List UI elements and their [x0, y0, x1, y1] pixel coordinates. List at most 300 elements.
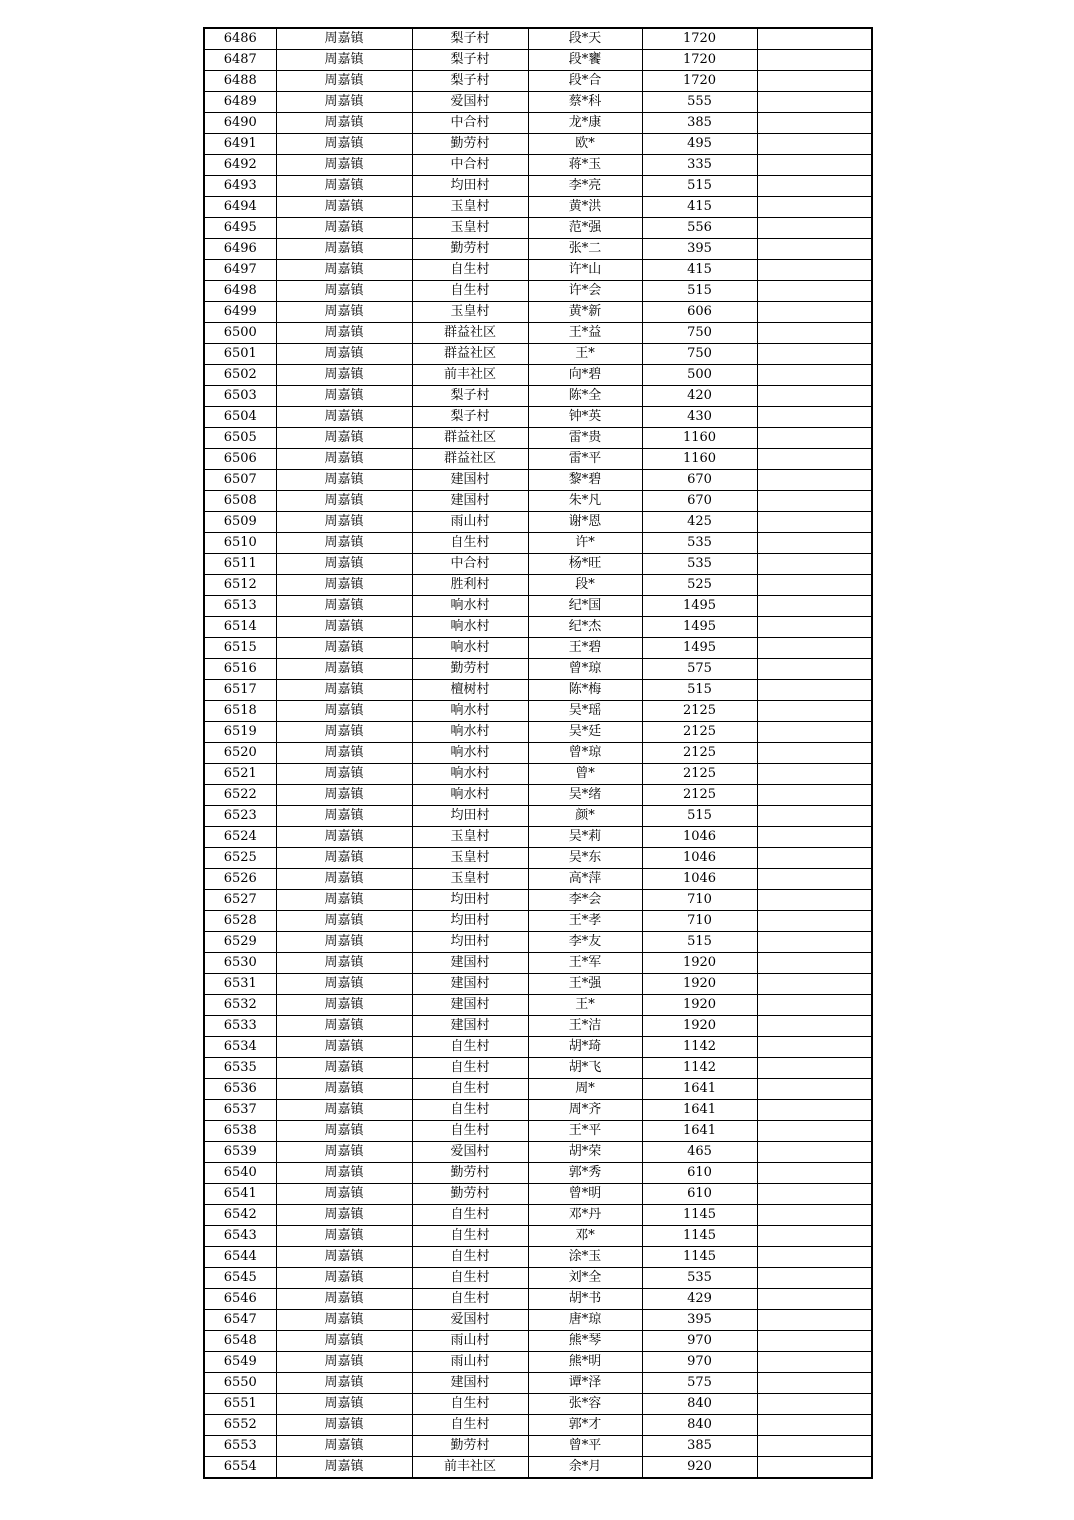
- amount-cell: 840: [642, 1415, 757, 1436]
- name-cell: 邓*: [528, 1226, 642, 1247]
- name-cell: 陈*全: [528, 386, 642, 407]
- amount-cell: 555: [642, 92, 757, 113]
- row-number-cell: 6532: [204, 995, 276, 1016]
- town-cell: 周嘉镇: [276, 323, 412, 344]
- town-cell: 周嘉镇: [276, 1457, 412, 1479]
- table-row: [204, 470, 872, 491]
- name-cell: 王*洁: [528, 1016, 642, 1037]
- note-cell: [757, 176, 872, 197]
- name-cell: 许*山: [528, 260, 642, 281]
- amount-cell: 1142: [642, 1058, 757, 1079]
- name-cell: 李*会: [528, 890, 642, 911]
- village-cell: 玉皇村: [412, 218, 528, 239]
- row-number-cell: 6533: [204, 1016, 276, 1037]
- town-cell: 周嘉镇: [276, 701, 412, 722]
- table-row: [204, 1037, 872, 1058]
- table-row: [204, 1415, 872, 1436]
- name-cell: 雷*贵: [528, 428, 642, 449]
- note-cell: [757, 1310, 872, 1331]
- row-number-cell: 6491: [204, 134, 276, 155]
- town-cell: 周嘉镇: [276, 365, 412, 386]
- name-cell: 王*强: [528, 974, 642, 995]
- row-number-cell: 6528: [204, 911, 276, 932]
- village-cell: 自生村: [412, 1226, 528, 1247]
- village-cell: 均田村: [412, 890, 528, 911]
- note-cell: [757, 365, 872, 386]
- town-cell: 周嘉镇: [276, 974, 412, 995]
- village-cell: 均田村: [412, 806, 528, 827]
- note-cell: [757, 218, 872, 239]
- amount-cell: 1160: [642, 428, 757, 449]
- table-row: [204, 1331, 872, 1352]
- town-cell: 周嘉镇: [276, 92, 412, 113]
- name-cell: 胡*书: [528, 1289, 642, 1310]
- village-cell: 自生村: [412, 1205, 528, 1226]
- row-number-cell: 6496: [204, 239, 276, 260]
- row-number-cell: 6537: [204, 1100, 276, 1121]
- note-cell: [757, 1352, 872, 1373]
- note-cell: [757, 1058, 872, 1079]
- amount-cell: 920: [642, 1457, 757, 1479]
- row-number-cell: 6551: [204, 1394, 276, 1415]
- table-row: [204, 386, 872, 407]
- amount-cell: 1495: [642, 596, 757, 617]
- village-cell: 群益社区: [412, 344, 528, 365]
- note-cell: [757, 1037, 872, 1058]
- amount-cell: 1920: [642, 995, 757, 1016]
- note-cell: [757, 28, 872, 50]
- row-number-cell: 6554: [204, 1457, 276, 1479]
- note-cell: [757, 701, 872, 722]
- amount-cell: 395: [642, 1310, 757, 1331]
- name-cell: 王*平: [528, 1121, 642, 1142]
- note-cell: [757, 323, 872, 344]
- amount-cell: 385: [642, 1436, 757, 1457]
- note-cell: [757, 1079, 872, 1100]
- note-cell: [757, 932, 872, 953]
- note-cell: [757, 344, 872, 365]
- note-cell: [757, 491, 872, 512]
- row-number-cell: 6550: [204, 1373, 276, 1394]
- name-cell: 曾*平: [528, 1436, 642, 1457]
- village-cell: 梨子村: [412, 386, 528, 407]
- village-cell: 自生村: [412, 281, 528, 302]
- note-cell: [757, 785, 872, 806]
- row-number-cell: 6504: [204, 407, 276, 428]
- town-cell: 周嘉镇: [276, 575, 412, 596]
- name-cell: 熊*琴: [528, 1331, 642, 1352]
- town-cell: 周嘉镇: [276, 1394, 412, 1415]
- row-number-cell: 6494: [204, 197, 276, 218]
- town-cell: 周嘉镇: [276, 197, 412, 218]
- row-number-cell: 6501: [204, 344, 276, 365]
- amount-cell: 515: [642, 176, 757, 197]
- amount-cell: 556: [642, 218, 757, 239]
- row-number-cell: 6515: [204, 638, 276, 659]
- village-cell: 勤劳村: [412, 1184, 528, 1205]
- note-cell: [757, 533, 872, 554]
- name-cell: 曾*明: [528, 1184, 642, 1205]
- village-cell: 勤劳村: [412, 239, 528, 260]
- village-cell: 雨山村: [412, 1331, 528, 1352]
- name-cell: 龙*康: [528, 113, 642, 134]
- row-number-cell: 6500: [204, 323, 276, 344]
- town-cell: 周嘉镇: [276, 785, 412, 806]
- village-cell: 梨子村: [412, 407, 528, 428]
- amount-cell: 535: [642, 554, 757, 575]
- row-number-cell: 6536: [204, 1079, 276, 1100]
- name-cell: 高*萍: [528, 869, 642, 890]
- village-cell: 自生村: [412, 1121, 528, 1142]
- town-cell: 周嘉镇: [276, 1058, 412, 1079]
- row-number-cell: 6545: [204, 1268, 276, 1289]
- town-cell: 周嘉镇: [276, 155, 412, 176]
- village-cell: 建国村: [412, 470, 528, 491]
- town-cell: 周嘉镇: [276, 617, 412, 638]
- table-row: [204, 71, 872, 92]
- row-number-cell: 6516: [204, 659, 276, 680]
- table-row: [204, 1100, 872, 1121]
- note-cell: [757, 155, 872, 176]
- town-cell: 周嘉镇: [276, 1373, 412, 1394]
- table-row: [204, 1121, 872, 1142]
- name-cell: 王*: [528, 344, 642, 365]
- amount-cell: 535: [642, 533, 757, 554]
- village-cell: 自生村: [412, 1058, 528, 1079]
- note-cell: [757, 764, 872, 785]
- village-cell: 中合村: [412, 554, 528, 575]
- note-cell: [757, 1457, 872, 1479]
- amount-cell: 1641: [642, 1100, 757, 1121]
- name-cell: 张*二: [528, 239, 642, 260]
- village-cell: 前丰社区: [412, 365, 528, 386]
- town-cell: 周嘉镇: [276, 659, 412, 680]
- note-cell: [757, 596, 872, 617]
- town-cell: 周嘉镇: [276, 1352, 412, 1373]
- name-cell: 黎*碧: [528, 470, 642, 491]
- village-cell: 胜利村: [412, 575, 528, 596]
- village-cell: 勤劳村: [412, 134, 528, 155]
- village-cell: 响水村: [412, 617, 528, 638]
- name-cell: 欧*: [528, 134, 642, 155]
- row-number-cell: 6490: [204, 113, 276, 134]
- name-cell: 黄*新: [528, 302, 642, 323]
- table-row: [204, 722, 872, 743]
- row-number-cell: 6508: [204, 491, 276, 512]
- town-cell: 周嘉镇: [276, 176, 412, 197]
- row-number-cell: 6529: [204, 932, 276, 953]
- row-number-cell: 6495: [204, 218, 276, 239]
- table-row: [204, 1016, 872, 1037]
- amount-cell: 500: [642, 365, 757, 386]
- town-cell: 周嘉镇: [276, 743, 412, 764]
- name-cell: 曾*: [528, 764, 642, 785]
- row-number-cell: 6514: [204, 617, 276, 638]
- name-cell: 曾*琼: [528, 659, 642, 680]
- town-cell: 周嘉镇: [276, 638, 412, 659]
- table-row: [204, 1373, 872, 1394]
- town-cell: 周嘉镇: [276, 1436, 412, 1457]
- town-cell: 周嘉镇: [276, 764, 412, 785]
- town-cell: 周嘉镇: [276, 50, 412, 71]
- town-cell: 周嘉镇: [276, 911, 412, 932]
- table-row: [204, 1289, 872, 1310]
- amount-cell: 415: [642, 260, 757, 281]
- table-row: [204, 323, 872, 344]
- amount-cell: 535: [642, 1268, 757, 1289]
- row-number-cell: 6519: [204, 722, 276, 743]
- name-cell: 吴*绪: [528, 785, 642, 806]
- note-cell: [757, 470, 872, 491]
- village-cell: 檀树村: [412, 680, 528, 701]
- amount-cell: 425: [642, 512, 757, 533]
- table-row: [204, 974, 872, 995]
- row-number-cell: 6544: [204, 1247, 276, 1268]
- amount-cell: 710: [642, 911, 757, 932]
- name-cell: 钟*英: [528, 407, 642, 428]
- name-cell: 陈*梅: [528, 680, 642, 701]
- note-cell: [757, 1394, 872, 1415]
- note-cell: [757, 512, 872, 533]
- table-row: [204, 260, 872, 281]
- name-cell: 吴*莉: [528, 827, 642, 848]
- row-number-cell: 6553: [204, 1436, 276, 1457]
- town-cell: 周嘉镇: [276, 1310, 412, 1331]
- village-cell: 前丰社区: [412, 1457, 528, 1479]
- amount-cell: 2125: [642, 785, 757, 806]
- note-cell: [757, 1184, 872, 1205]
- row-number-cell: 6541: [204, 1184, 276, 1205]
- note-cell: [757, 407, 872, 428]
- village-cell: 自生村: [412, 1394, 528, 1415]
- amount-cell: 1046: [642, 848, 757, 869]
- table-row: [204, 743, 872, 764]
- town-cell: 周嘉镇: [276, 28, 412, 50]
- village-cell: 建国村: [412, 953, 528, 974]
- amount-cell: 1145: [642, 1205, 757, 1226]
- name-cell: 段*: [528, 575, 642, 596]
- row-number-cell: 6506: [204, 449, 276, 470]
- village-cell: 玉皇村: [412, 848, 528, 869]
- table-row: [204, 1142, 872, 1163]
- town-cell: 周嘉镇: [276, 869, 412, 890]
- village-cell: 群益社区: [412, 428, 528, 449]
- note-cell: [757, 1331, 872, 1352]
- town-cell: 周嘉镇: [276, 113, 412, 134]
- name-cell: 黄*洪: [528, 197, 642, 218]
- village-cell: 玉皇村: [412, 869, 528, 890]
- table-row: [204, 1163, 872, 1184]
- table-row: [204, 659, 872, 680]
- village-cell: 自生村: [412, 1037, 528, 1058]
- row-number-cell: 6521: [204, 764, 276, 785]
- town-cell: 周嘉镇: [276, 1184, 412, 1205]
- amount-cell: 525: [642, 575, 757, 596]
- town-cell: 周嘉镇: [276, 71, 412, 92]
- town-cell: 周嘉镇: [276, 407, 412, 428]
- amount-cell: 420: [642, 386, 757, 407]
- row-number-cell: 6487: [204, 50, 276, 71]
- name-cell: 唐*琼: [528, 1310, 642, 1331]
- note-cell: [757, 1268, 872, 1289]
- town-cell: 周嘉镇: [276, 218, 412, 239]
- town-cell: 周嘉镇: [276, 722, 412, 743]
- name-cell: 曾*琼: [528, 743, 642, 764]
- amount-cell: 2125: [642, 743, 757, 764]
- name-cell: 段*天: [528, 28, 642, 50]
- row-number-cell: 6492: [204, 155, 276, 176]
- table-row: [204, 1079, 872, 1100]
- name-cell: 周*齐: [528, 1100, 642, 1121]
- amount-cell: 430: [642, 407, 757, 428]
- note-cell: [757, 281, 872, 302]
- table-row: [204, 176, 872, 197]
- table-row: [204, 218, 872, 239]
- row-number-cell: 6526: [204, 869, 276, 890]
- note-cell: [757, 1226, 872, 1247]
- row-number-cell: 6498: [204, 281, 276, 302]
- town-cell: 周嘉镇: [276, 1247, 412, 1268]
- name-cell: 许*会: [528, 281, 642, 302]
- amount-cell: 710: [642, 890, 757, 911]
- village-cell: 自生村: [412, 1247, 528, 1268]
- name-cell: 纪*国: [528, 596, 642, 617]
- name-cell: 邓*丹: [528, 1205, 642, 1226]
- name-cell: 胡*飞: [528, 1058, 642, 1079]
- name-cell: 熊*明: [528, 1352, 642, 1373]
- note-cell: [757, 1121, 872, 1142]
- name-cell: 纪*杰: [528, 617, 642, 638]
- table-row: [204, 953, 872, 974]
- name-cell: 许*: [528, 533, 642, 554]
- town-cell: 周嘉镇: [276, 932, 412, 953]
- town-cell: 周嘉镇: [276, 995, 412, 1016]
- village-cell: 勤劳村: [412, 1436, 528, 1457]
- town-cell: 周嘉镇: [276, 1079, 412, 1100]
- village-cell: 均田村: [412, 932, 528, 953]
- name-cell: 王*军: [528, 953, 642, 974]
- village-cell: 自生村: [412, 1100, 528, 1121]
- name-cell: 吴*东: [528, 848, 642, 869]
- note-cell: [757, 1247, 872, 1268]
- row-number-cell: 6497: [204, 260, 276, 281]
- name-cell: 段*饔: [528, 50, 642, 71]
- town-cell: 周嘉镇: [276, 239, 412, 260]
- note-cell: [757, 1163, 872, 1184]
- amount-cell: 1641: [642, 1079, 757, 1100]
- note-cell: [757, 869, 872, 890]
- note-cell: [757, 302, 872, 323]
- village-cell: 群益社区: [412, 323, 528, 344]
- row-number-cell: 6518: [204, 701, 276, 722]
- amount-cell: 2125: [642, 722, 757, 743]
- name-cell: 向*碧: [528, 365, 642, 386]
- table-row: [204, 848, 872, 869]
- name-cell: 朱*凡: [528, 491, 642, 512]
- amount-cell: 840: [642, 1394, 757, 1415]
- table-row: [204, 197, 872, 218]
- amount-cell: 495: [642, 134, 757, 155]
- note-cell: [757, 92, 872, 113]
- row-number-cell: 6522: [204, 785, 276, 806]
- village-cell: 玉皇村: [412, 197, 528, 218]
- name-cell: 段*合: [528, 71, 642, 92]
- town-cell: 周嘉镇: [276, 1331, 412, 1352]
- town-cell: 周嘉镇: [276, 491, 412, 512]
- table-row: [204, 449, 872, 470]
- note-cell: [757, 134, 872, 155]
- note-cell: [757, 1142, 872, 1163]
- note-cell: [757, 890, 872, 911]
- note-cell: [757, 449, 872, 470]
- row-number-cell: 6525: [204, 848, 276, 869]
- village-cell: 梨子村: [412, 50, 528, 71]
- amount-cell: 1145: [642, 1247, 757, 1268]
- town-cell: 周嘉镇: [276, 449, 412, 470]
- town-cell: 周嘉镇: [276, 1121, 412, 1142]
- table-row: [204, 365, 872, 386]
- town-cell: 周嘉镇: [276, 344, 412, 365]
- table-row: [204, 1184, 872, 1205]
- table-row: [204, 701, 872, 722]
- amount-cell: 1720: [642, 50, 757, 71]
- town-cell: 周嘉镇: [276, 386, 412, 407]
- table-row: [204, 1247, 872, 1268]
- name-cell: 范*强: [528, 218, 642, 239]
- village-cell: 自生村: [412, 1415, 528, 1436]
- amount-cell: 465: [642, 1142, 757, 1163]
- table-row: [204, 92, 872, 113]
- note-cell: [757, 1016, 872, 1037]
- village-cell: 爱国村: [412, 92, 528, 113]
- table-row: [204, 281, 872, 302]
- town-cell: 周嘉镇: [276, 554, 412, 575]
- row-number-cell: 6543: [204, 1226, 276, 1247]
- row-number-cell: 6512: [204, 575, 276, 596]
- row-number-cell: 6548: [204, 1331, 276, 1352]
- table-row: [204, 239, 872, 260]
- name-cell: 王*孝: [528, 911, 642, 932]
- town-cell: 周嘉镇: [276, 680, 412, 701]
- name-cell: 蒋*玉: [528, 155, 642, 176]
- village-cell: 勤劳村: [412, 1163, 528, 1184]
- village-cell: 爱国村: [412, 1142, 528, 1163]
- table-row: [204, 533, 872, 554]
- town-cell: 周嘉镇: [276, 827, 412, 848]
- table-body: [204, 28, 872, 1478]
- amount-cell: 610: [642, 1163, 757, 1184]
- amount-cell: 395: [642, 239, 757, 260]
- row-number-cell: 6511: [204, 554, 276, 575]
- town-cell: 周嘉镇: [276, 533, 412, 554]
- name-cell: 王*益: [528, 323, 642, 344]
- amount-cell: 1046: [642, 869, 757, 890]
- row-number-cell: 6535: [204, 1058, 276, 1079]
- town-cell: 周嘉镇: [276, 1415, 412, 1436]
- town-cell: 周嘉镇: [276, 134, 412, 155]
- amount-cell: 1145: [642, 1226, 757, 1247]
- town-cell: 周嘉镇: [276, 596, 412, 617]
- name-cell: 蔡*科: [528, 92, 642, 113]
- town-cell: 周嘉镇: [276, 470, 412, 491]
- table-row: [204, 50, 872, 71]
- note-cell: [757, 638, 872, 659]
- note-cell: [757, 554, 872, 575]
- village-cell: 雨山村: [412, 512, 528, 533]
- amount-cell: 2125: [642, 764, 757, 785]
- row-number-cell: 6510: [204, 533, 276, 554]
- amount-cell: 1160: [642, 449, 757, 470]
